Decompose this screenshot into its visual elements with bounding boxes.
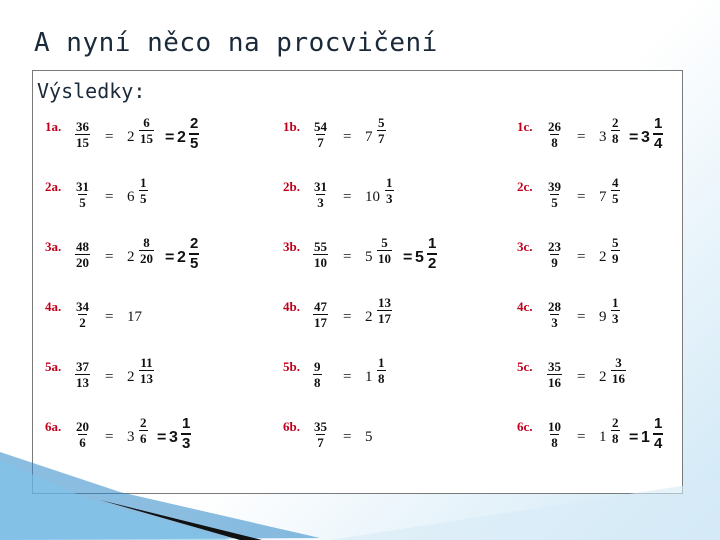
- results-panel: [32, 70, 683, 494]
- given-fraction-numerator: 9: [314, 359, 321, 374]
- mixed-fraction-denominator: 16: [612, 371, 625, 386]
- mixed-fraction-denominator: 3: [386, 191, 393, 206]
- reduced-fraction-numerator: 2: [190, 115, 199, 132]
- mixed-fraction-denominator: 15: [140, 131, 153, 146]
- results-heading: Výsledky:: [37, 79, 146, 103]
- mixed-fraction: [377, 355, 386, 386]
- equals-sign-2: =: [165, 129, 175, 146]
- result-label: 2a.: [45, 179, 62, 194]
- equals-sign: =: [105, 369, 114, 385]
- whole-part: 5: [365, 249, 373, 265]
- given-fraction: [75, 239, 90, 270]
- whole-part: 2: [127, 369, 135, 385]
- given-fraction-numerator: 35: [548, 359, 561, 374]
- whole-part-2: 3: [169, 429, 178, 446]
- equals-sign-2: =: [403, 249, 413, 266]
- mixed-fraction-numerator: 13: [378, 295, 391, 310]
- given-fraction: [313, 299, 328, 330]
- given-fraction-numerator: 20: [76, 419, 89, 434]
- given-fraction-denominator: 5: [551, 195, 558, 210]
- given-fraction-denominator: 20: [76, 255, 89, 270]
- result-label: 5c.: [517, 359, 533, 374]
- given-fraction: [547, 239, 562, 270]
- given-fraction: [313, 359, 322, 390]
- equals-sign: =: [577, 429, 586, 445]
- given-fraction-denominator: 16: [548, 375, 561, 390]
- given-fraction-denominator: 8: [551, 135, 558, 150]
- given-fraction-numerator: 48: [76, 239, 89, 254]
- mixed-fraction: [377, 295, 392, 326]
- reduced-fraction-numerator: 1: [654, 415, 663, 432]
- whole-part: 7: [599, 189, 607, 205]
- given-fraction: [547, 299, 562, 330]
- equals-sign-2: =: [629, 129, 639, 146]
- mixed-fraction-numerator: 2: [140, 415, 147, 430]
- whole-part: 10: [365, 189, 380, 205]
- given-fraction-numerator: 23: [548, 239, 561, 254]
- whole-part-2: 3: [641, 129, 650, 146]
- whole-part-2: 2: [177, 249, 186, 266]
- equals-sign: =: [577, 129, 586, 145]
- whole-part-2: 2: [177, 129, 186, 146]
- equals-sign: =: [105, 309, 114, 325]
- mixed-fraction: [611, 175, 620, 206]
- mixed-fraction: [139, 115, 154, 146]
- result-label: 5a.: [45, 359, 62, 374]
- reduced-fraction: [653, 115, 663, 153]
- mixed-fraction-numerator: 2: [612, 115, 619, 130]
- given-fraction-numerator: 28: [548, 299, 561, 314]
- given-fraction: [547, 359, 562, 390]
- whole-part: 7: [365, 129, 373, 145]
- mixed-fraction-numerator: 11: [140, 355, 153, 370]
- result-label: 3c.: [517, 239, 533, 254]
- slide-title: A nyní něco na procvičení: [34, 28, 438, 58]
- given-fraction-denominator: 8: [314, 375, 321, 390]
- mixed-fraction-numerator: 1: [612, 295, 619, 310]
- mixed-fraction: [611, 115, 620, 146]
- mixed-fraction: [385, 175, 394, 206]
- mixed-fraction: [139, 355, 154, 386]
- equals-sign: =: [343, 129, 352, 145]
- given-fraction-denominator: 10: [314, 255, 327, 270]
- result-label: 4c.: [517, 299, 533, 314]
- given-fraction-numerator: 34: [76, 299, 89, 314]
- whole-part: 3: [127, 429, 135, 445]
- equals-sign: =: [105, 129, 114, 145]
- given-fraction-numerator: 54: [314, 119, 327, 134]
- result-label: 1a.: [45, 119, 62, 134]
- given-fraction-denominator: 3: [551, 315, 558, 330]
- result-label: 2c.: [517, 179, 533, 194]
- mixed-fraction-denominator: 5: [612, 191, 619, 206]
- whole-part: 5: [365, 429, 373, 445]
- equals-sign: =: [343, 309, 352, 325]
- mixed-fraction: [611, 295, 620, 326]
- reduced-fraction-numerator: 2: [190, 235, 199, 252]
- given-fraction: [75, 359, 90, 390]
- result-label: 1b.: [283, 119, 300, 134]
- equals-sign: =: [577, 189, 586, 205]
- given-fraction-numerator: 39: [548, 179, 561, 194]
- bottom-decoration: [0, 440, 720, 540]
- equals-sign: =: [105, 189, 114, 205]
- mixed-fraction-numerator: 8: [143, 235, 150, 250]
- given-fraction-denominator: 6: [79, 435, 86, 450]
- mixed-fraction-numerator: 1: [378, 355, 385, 370]
- result-label: 5b.: [283, 359, 300, 374]
- equals-sign: =: [343, 189, 352, 205]
- result-label: 4a.: [45, 299, 62, 314]
- given-fraction-numerator: 31: [314, 179, 327, 194]
- mixed-fraction: [377, 115, 386, 146]
- result-label: 2b.: [283, 179, 300, 194]
- given-fraction: [547, 179, 562, 210]
- given-fraction: [547, 119, 562, 150]
- whole-part: 1: [365, 369, 373, 385]
- whole-part-2: 1: [641, 429, 650, 446]
- given-fraction: [313, 179, 328, 210]
- result-label: 6b.: [283, 419, 300, 434]
- reduced-fraction-numerator: 1: [428, 235, 437, 252]
- mixed-fraction-numerator: 6: [143, 115, 150, 130]
- equals-sign-2: =: [157, 429, 167, 446]
- given-fraction: [75, 299, 90, 330]
- given-fraction-numerator: 37: [76, 359, 89, 374]
- mixed-fraction-numerator: 5: [612, 235, 619, 250]
- given-fraction-denominator: 7: [317, 135, 324, 150]
- mixed-fraction-denominator: 3: [612, 311, 619, 326]
- mixed-fraction-denominator: 17: [378, 311, 391, 326]
- given-fraction-numerator: 47: [314, 299, 327, 314]
- given-fraction-numerator: 26: [548, 119, 561, 134]
- reduced-fraction-denominator: 4: [654, 435, 663, 452]
- mixed-fraction-numerator: 5: [381, 235, 388, 250]
- given-fraction-denominator: 9: [551, 255, 558, 270]
- given-fraction: [75, 179, 90, 210]
- equals-sign-2: =: [629, 429, 639, 446]
- given-fraction-numerator: 10: [548, 419, 561, 434]
- reduced-fraction-denominator: 3: [182, 435, 191, 452]
- mixed-fraction-numerator: 1: [386, 175, 393, 190]
- mixed-fraction: [377, 235, 392, 266]
- given-fraction-numerator: 31: [76, 179, 89, 194]
- result-label: 6c.: [517, 419, 533, 434]
- mixed-fraction-numerator: 3: [615, 355, 622, 370]
- given-fraction: [75, 119, 90, 150]
- given-fraction-denominator: 17: [314, 315, 327, 330]
- equals-sign: =: [577, 309, 586, 325]
- whole-part: 17: [127, 309, 142, 325]
- mixed-fraction-denominator: 7: [378, 131, 385, 146]
- result-label: 1c.: [517, 119, 533, 134]
- given-fraction-denominator: 5: [79, 195, 86, 210]
- given-fraction-denominator: 15: [76, 135, 89, 150]
- equals-sign: =: [577, 249, 586, 265]
- given-fraction-denominator: 13: [76, 375, 89, 390]
- reduced-fraction: [189, 115, 199, 153]
- given-fraction: [313, 119, 328, 150]
- mixed-fraction: [139, 235, 154, 266]
- mixed-fraction-denominator: 20: [140, 251, 153, 266]
- equals-sign: =: [343, 429, 352, 445]
- whole-part: 1: [599, 429, 607, 445]
- given-fraction-denominator: 7: [317, 435, 324, 450]
- mixed-fraction: [611, 235, 620, 266]
- result-label: 6a.: [45, 419, 62, 434]
- whole-part: 9: [599, 309, 607, 325]
- given-fraction-numerator: 35: [314, 419, 327, 434]
- whole-part: 2: [599, 249, 607, 265]
- whole-part-2: 5: [415, 249, 424, 266]
- mixed-fraction-numerator: 1: [140, 175, 147, 190]
- mixed-fraction-numerator: 5: [378, 115, 385, 130]
- mixed-fraction-denominator: 5: [140, 191, 147, 206]
- mixed-fraction-denominator: 13: [140, 371, 153, 386]
- reduced-fraction-denominator: 5: [190, 135, 199, 152]
- whole-part: 3: [599, 129, 607, 145]
- mixed-fraction-numerator: 2: [612, 415, 619, 430]
- reduced-fraction-denominator: 2: [428, 255, 437, 272]
- result-label: 3b.: [283, 239, 300, 254]
- whole-part: 2: [127, 249, 135, 265]
- whole-part: 2: [365, 309, 373, 325]
- reduced-fraction: [427, 235, 437, 273]
- mixed-fraction-denominator: 8: [378, 371, 385, 386]
- whole-part: 2: [599, 369, 607, 385]
- equals-sign: =: [105, 249, 114, 265]
- given-fraction-denominator: 3: [317, 195, 324, 210]
- reduced-fraction-denominator: 5: [190, 255, 199, 272]
- reduced-fraction-numerator: 1: [182, 415, 191, 432]
- given-fraction-denominator: 8: [551, 435, 558, 450]
- result-label: 4b.: [283, 299, 300, 314]
- given-fraction-numerator: 55: [314, 239, 327, 254]
- mixed-fraction-denominator: 8: [612, 431, 619, 446]
- equals-sign: =: [105, 429, 114, 445]
- given-fraction-numerator: 36: [76, 119, 89, 134]
- mixed-fraction-numerator: 4: [612, 175, 619, 190]
- reduced-fraction-denominator: 4: [654, 135, 663, 152]
- whole-part: 6: [127, 189, 135, 205]
- mixed-fraction-denominator: 9: [612, 251, 619, 266]
- mixed-fraction: [139, 175, 148, 206]
- equals-sign: =: [577, 369, 586, 385]
- equals-sign: =: [343, 249, 352, 265]
- given-fraction: [313, 239, 328, 270]
- reduced-fraction: [189, 235, 199, 273]
- reduced-fraction-numerator: 1: [654, 115, 663, 132]
- mixed-fraction: [611, 355, 626, 386]
- result-label: 3a.: [45, 239, 62, 254]
- mixed-fraction-denominator: 6: [140, 431, 147, 446]
- whole-part: 2: [127, 129, 135, 145]
- mixed-fraction-denominator: 10: [378, 251, 391, 266]
- equals-sign: =: [343, 369, 352, 385]
- given-fraction-denominator: 2: [79, 315, 86, 330]
- equals-sign-2: =: [165, 249, 175, 266]
- mixed-fraction-denominator: 8: [612, 131, 619, 146]
